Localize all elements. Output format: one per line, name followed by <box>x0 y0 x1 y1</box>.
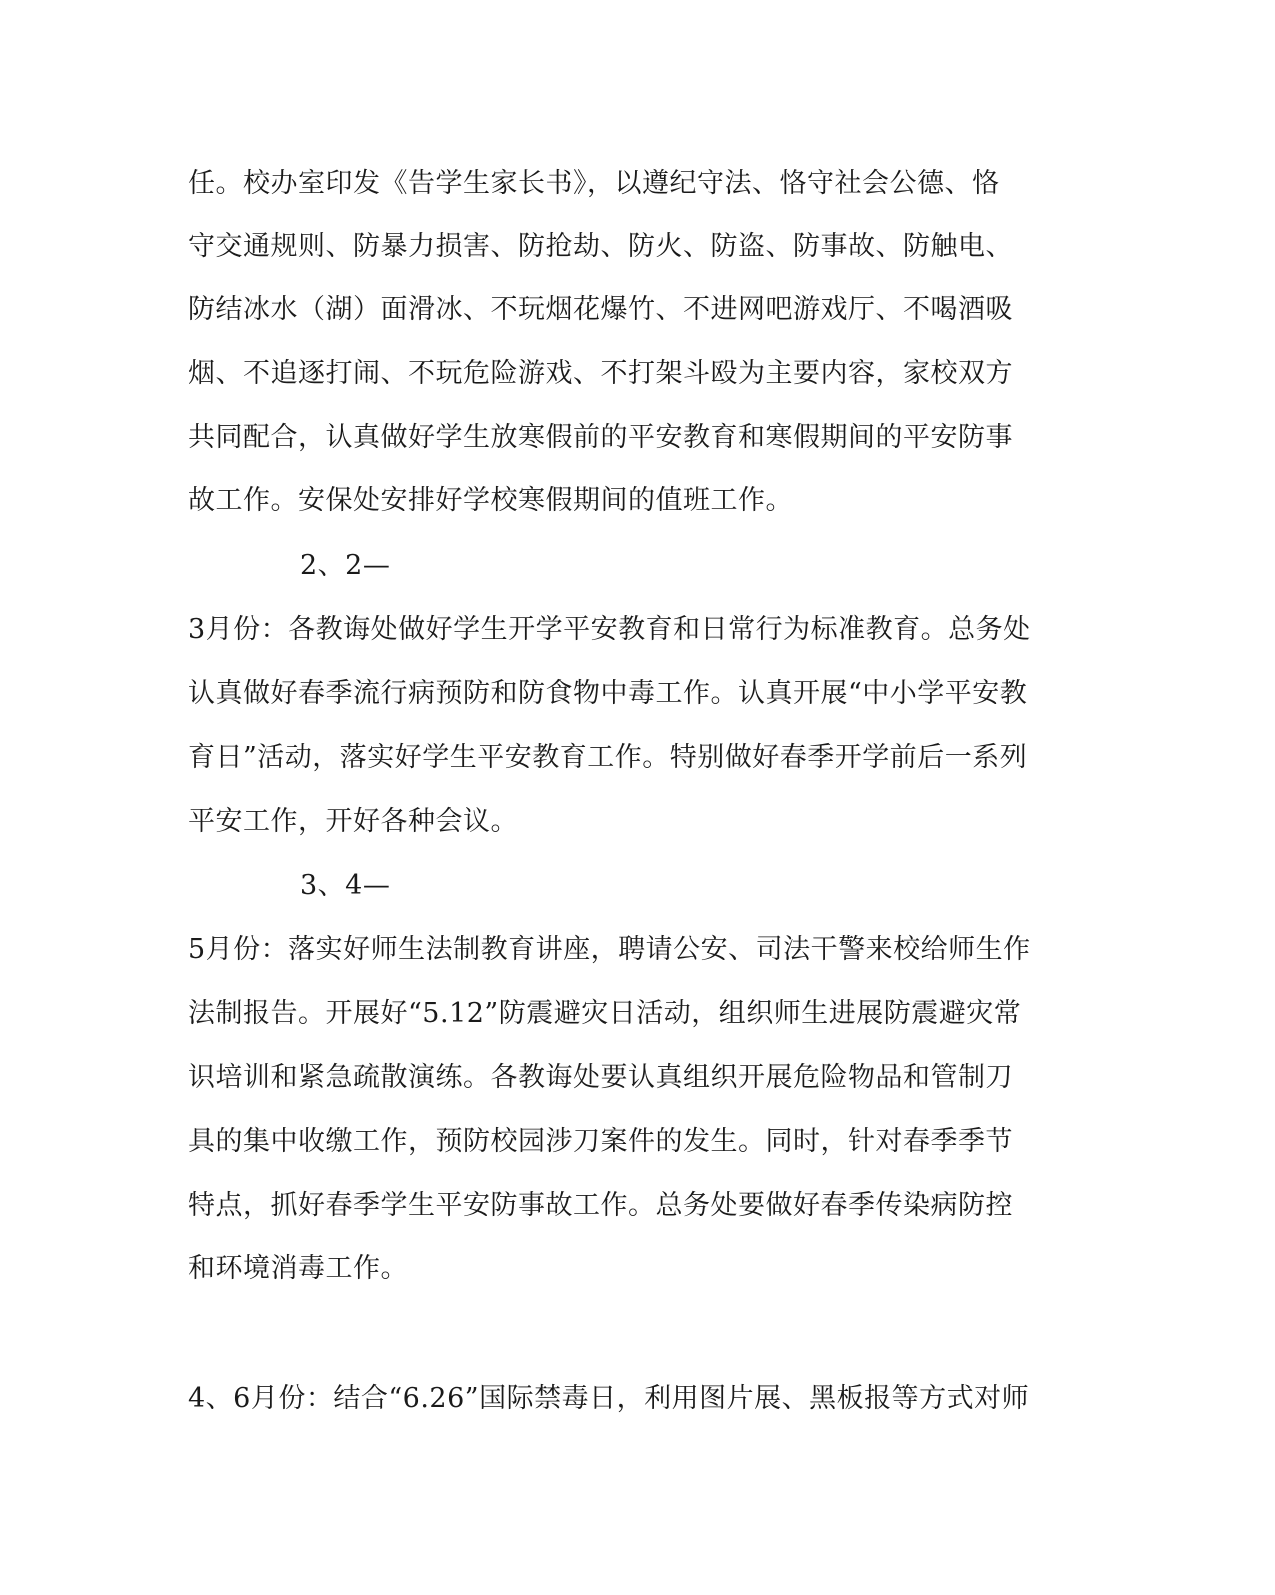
text-line: 3月份：各教诲处做好学生开学平安教育和日常行为标准教育。总务处 <box>188 614 1031 645</box>
text-line: 烟、不追逐打闹、不玩危险游戏、不打架斗殴为主要内容，家校双方 <box>188 358 1013 389</box>
text-line: 育日”活动，落实好学生平安教育工作。特别做好春季开学前后一系列 <box>188 742 1028 773</box>
text-line: 识培训和紧急疏散演练。各教诲处要认真组织开展危险物品和管制刀 <box>188 1062 1013 1093</box>
text-line: 5月份：落实好师生法制教育讲座，聘请公安、司法干警来校给师生作 <box>188 934 1031 965</box>
text-line: 4、6月份：结合“6.26”国际禁毒日，利用图片展、黑板报等方式对师 <box>188 1383 1030 1414</box>
text-line: 具的集中收缴工作，预防校园涉刀案件的发生。同时，针对春季季节 <box>188 1126 1013 1157</box>
text-line: 守交通规则、防暴力损害、防抢劫、防火、防盗、防事故、防触电、 <box>188 231 1013 262</box>
text-line: 和环境消毒工作。 <box>188 1253 408 1284</box>
text-line: 共同配合，认真做好学生放寒假前的平安教育和寒假期间的平安防事 <box>188 422 1013 453</box>
text-line: 认真做好春季流行病预防和防食物中毒工作。认真开展“中小学平安教 <box>188 678 1028 709</box>
text-line: 法制报告。开展好“5.12”防震避灾日活动，组织师生进展防震避灾常 <box>188 998 1022 1029</box>
text-line: 平安工作，开好各种会议。 <box>188 806 518 837</box>
text-line: 故工作。安保处安排好学校寒假期间的值班工作。 <box>188 485 793 516</box>
section-number: 2、2— <box>300 550 391 581</box>
text-line: 防结冰水（湖）面滑冰、不玩烟花爆竹、不进网吧游戏厅、不喝酒吸 <box>188 294 1013 325</box>
text-line: 特点，抓好春季学生平安防事故工作。总务处要做好春季传染病防控 <box>188 1190 1013 1221</box>
section-number: 3、4— <box>300 870 391 901</box>
text-line: 任。校办室印发《告学生家长书》，以遵纪守法、恪守社会公德、恪 <box>188 168 1000 199</box>
